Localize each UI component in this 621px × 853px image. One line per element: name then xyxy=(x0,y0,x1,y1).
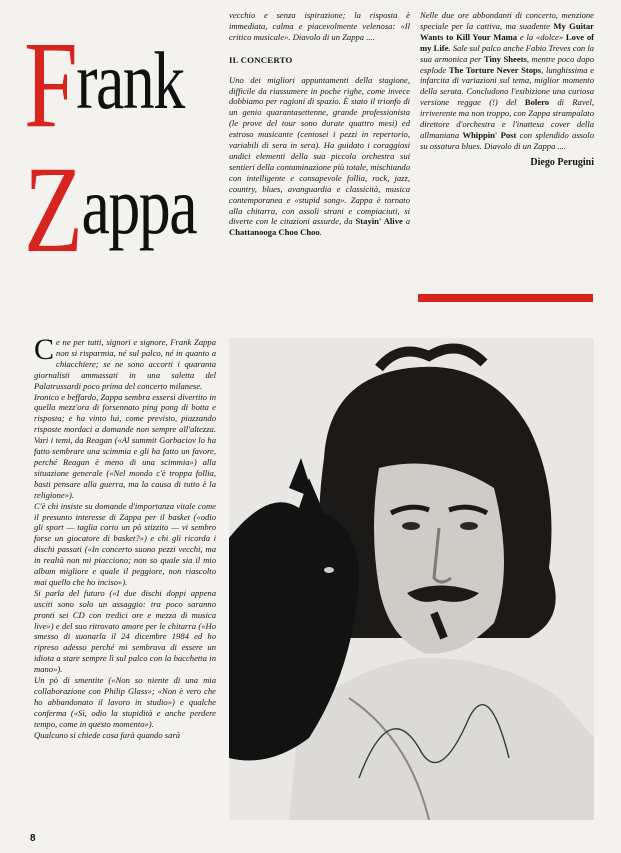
author-signature: Diego Perugini xyxy=(530,156,594,168)
article-title xyxy=(24,16,224,290)
left-paragraph-4: Si parla del futuro («I due dischi doppi appena usciti sono solo un assaggio: tra poco saranno pronti sei CD con tredici ore e mezza di musica live») e del suo ritrovato amore per le chitarra («Ho smesso di suonarla il 24 dicembre 1984 ed ho ripreso adesso perché mi sembrava di essere un idiota a stare sempre lì sul palco con la bacchetta in mano»). xyxy=(34,587,216,675)
column-right xyxy=(420,10,594,169)
mid-paragraph-2 xyxy=(229,75,410,239)
title-rest-zappa: appa xyxy=(81,160,197,251)
page-number: 8 xyxy=(30,833,36,844)
title-line-frank xyxy=(24,16,184,153)
mid-text: . xyxy=(319,227,322,238)
song-title: My Guitar Wants to Kill Your Mama xyxy=(420,20,594,42)
title-initial-z: Z xyxy=(24,141,82,278)
title-line-zappa xyxy=(24,141,197,278)
song-title: Bolero xyxy=(524,97,550,108)
section-heading: IL CONCERTO xyxy=(229,54,293,65)
mid-text: a xyxy=(402,216,410,227)
right-text: Nelle due ore abbondanti di concerto, menzione speciale per la cattiva, ma suadente xyxy=(420,10,594,31)
right-text: , mentre poco dopo esplode xyxy=(420,53,594,75)
left-paragraph-2: Ironico e beffardo, Zappa sembra essersi divertito in quella mezz'ora di forsennato ping pong di botta e risposta; e ha vinto lui, come previsto, piazzando risposte mordaci a domande non sempre all'altezza. Vari i temi, da Reagan («Al summit Gorbaciov lo ha fatto sembrare una scimmia e gli ha fatto un favore, perché Reagan è meno di una scimmia») alla situazione generale («Nel mondo c'è troppa follia, basti pensare alla guerra, ma la causa di tutto è la religione»). xyxy=(34,391,216,500)
title-initial-f: F xyxy=(24,16,77,153)
right-text: con splendido assolo su ossatura blues. Diavolo di un Zappa .... xyxy=(420,129,594,151)
right-text: e la «dolce» xyxy=(517,31,566,42)
red-divider-bar xyxy=(418,294,593,302)
right-text: , lunghissima e infarcita di variazioni sul tema, miglior momento della serata. Concludono l'esibizione una curiosa versione reggae (!) del xyxy=(420,64,595,108)
left-paragraph-3: C'è chi insiste su domande d'importanza vitale come il presunto interesse di Zappa per il basket («odio gli sport — taglia corto un pò stizzito — vi sembro forse un giocatore di basket?») e chi gli ricorda i dischi passati («In concerto suono pezzi vecchi, ma in realtà non mi piacciono; non so quale sia il mio album migliore e quale il peggiore, non riascolto mai quello che ho inciso»). xyxy=(34,500,216,587)
right-paragraph xyxy=(420,10,594,152)
song-title: Tiny Sheets xyxy=(483,53,527,64)
mid-paragraph-1: vecchio e senza ispirazione; la risposta è immediata, calma e piacevolmente velenosa: «Il critico musicale». Diavolo di un Zappa .... xyxy=(229,10,410,42)
intro-paragraph xyxy=(34,333,216,392)
portrait-photo xyxy=(229,338,594,820)
song-title: Love of my Life xyxy=(420,31,595,53)
song-title: Stayin' Alive xyxy=(355,216,403,227)
intro-text: e ne per tutti, signori e signore, Frank Zappa non si risparmia, né sul palco, né in quanto a chiacchiere; se ne sono accorti i quaranta giornalisti ammassati in una saletta del Palatrussardi poco prima del concerto milanese. xyxy=(34,337,216,391)
left-paragraph-5: Un pò di smentite («Non so niente di una mia collaborazione con Philip Glass»; «Non è vero che ho abbandonato il lavoro in studio») e qualche conferma («Sì, odio la stupidità e anche perdere tempo, come in questo momento»). xyxy=(34,675,216,729)
right-text: di Ravel, irriverente ma non troppo, con Zappa strampalato direttore d'orchestra e l'inattesa cover della allmaniana xyxy=(420,97,594,140)
mid-text: Uno dei migliori appuntamenti della stagione, difficile da riassumere in poche righe, come invece dobbiamo per ragioni di spazio. È stato il trionfo di un genio quarantasettenne, grande professionista (le prove del tour sono durate quattro mesi) ed estroso musicante (centosei i pezzi in repertorio, variabili di sera in sera). Ha guidato i coraggiosi undici elementi della sua piccola orchestra sui sentieri della contaminazione più totale, mischiando con intelligente e consapevole follia, rock, jazz, country, blues, avanguardia e classicità, musica contemporanea e «stupid song». Zappa è tornato alla chitarra, con assoli strani e compiaciuti, si diverte con le citazioni assurde, da xyxy=(229,74,410,227)
left-paragraph-6: Qualcuno si chiede cosa farà quando sarà xyxy=(34,729,181,740)
right-text: . Sale sul palco anche Fabio Treves con la sua armonica per xyxy=(420,42,595,64)
song-title: Chattanooga Choo Choo xyxy=(229,227,320,238)
portrait-illustration xyxy=(229,338,594,820)
drop-cap: C xyxy=(34,333,55,366)
column-left xyxy=(34,333,216,741)
column-middle xyxy=(229,10,410,238)
song-title: The Torture Never Stops xyxy=(448,64,542,75)
title-rest-frank: rank xyxy=(76,35,184,126)
song-title: Whippin' Post xyxy=(462,129,517,140)
